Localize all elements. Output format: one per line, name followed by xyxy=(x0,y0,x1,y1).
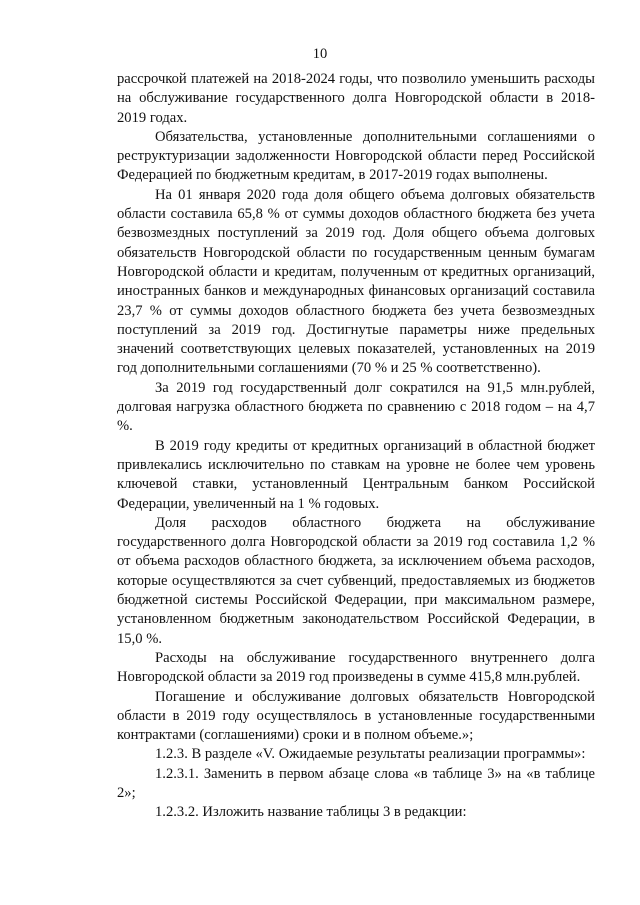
paragraph-credit-rates: В 2019 году кредиты от кредитных организаций в областной бюджет привлекались исключительно по ставкам на уровне не более чем уровень ключевой ставки, установленный Центральным банком Российской Федерации, увеличенный на 1 % годовых. xyxy=(117,437,595,512)
paragraph-item-1-2-3-1: 1.2.3.1. Заменить в первом абзаце слова «в таблице 3» на «в таблице 2»; xyxy=(117,765,595,801)
paragraph-item-1-2-3-2: 1.2.3.2. Изложить название таблицы 3 в редакции: xyxy=(155,804,467,821)
paragraph-expense-share: Доля расходов областного бюджета на обслуживание государственного долга Новгородской области за 2019 год составила 1,2 % от объема расходов областного бюджета, за исключением объема расходов, которые осуществляются за счет субвенций, предоставляемых из бюджетов бюджетной системы Российской Федерации, при максимальном размере, установленном бюджетным законодательством Российской Федерации, в 15,0 %. xyxy=(117,514,595,647)
paragraph-debt-share-2020: На 01 января 2020 года доля общего объема долговых обязательств области составила 65,8 % от суммы доходов областного бюджета без учета безвозмездных поступлений за 2019 год. Доля общего объема долговых обязательств Новгородской области по государственным ценным бумагам Новгородской области и кредитам, полученным от кредитных организаций, иностранных банков и международных финансовых организаций составила 23,7 % от суммы доходов областного бюджета без учета безвозмездных поступлений за 2019 год. Достигнутые параметры ниже предельных значений соответствующих целевых показателей, установленных на 2019 год дополнительными соглашениями (70 % и 25 % соответственно). xyxy=(117,186,595,377)
paragraph-debt-service-continuation: рассрочкой платежей на 2018-2024 годы, что позволило уменьшить расходы на обслуживание государственного долга Новгородской области в 2018-2019 годах. xyxy=(117,71,595,126)
paragraph-debt-reduction: За 2019 год государственный долг сократился на 91,5 млн.рублей, долговая нагрузка областного бюджета по сравнению с 2018 годом – на 4,7 %. xyxy=(117,379,595,435)
paragraph-service-expenses: Расходы на обслуживание государственного внутреннего долга Новгородской области за 2019 год произведены в сумме 415,8 млн.рублей. xyxy=(117,649,595,686)
page-number: 10 xyxy=(312,46,328,62)
paragraph-restructuring-obligations: Обязательства, установленные дополнительными соглашениями о реструктуризации задолженности Новгородской области перед Российской Федерацией по бюджетным кредитам, в 2017-2019 годах выполнены. xyxy=(117,128,595,184)
document-body xyxy=(117,70,595,823)
paragraph-repayment: Погашение и обслуживание долговых обязательств Новгородской области в 2019 году осуществлялось в установленные государственными контрактами (соглашениями) сроки и в полном объеме.»; xyxy=(117,688,595,744)
paragraph-item-1-2-3: 1.2.3. В разделе «V. Ожидаемые результаты реализации программы»: xyxy=(155,746,586,763)
